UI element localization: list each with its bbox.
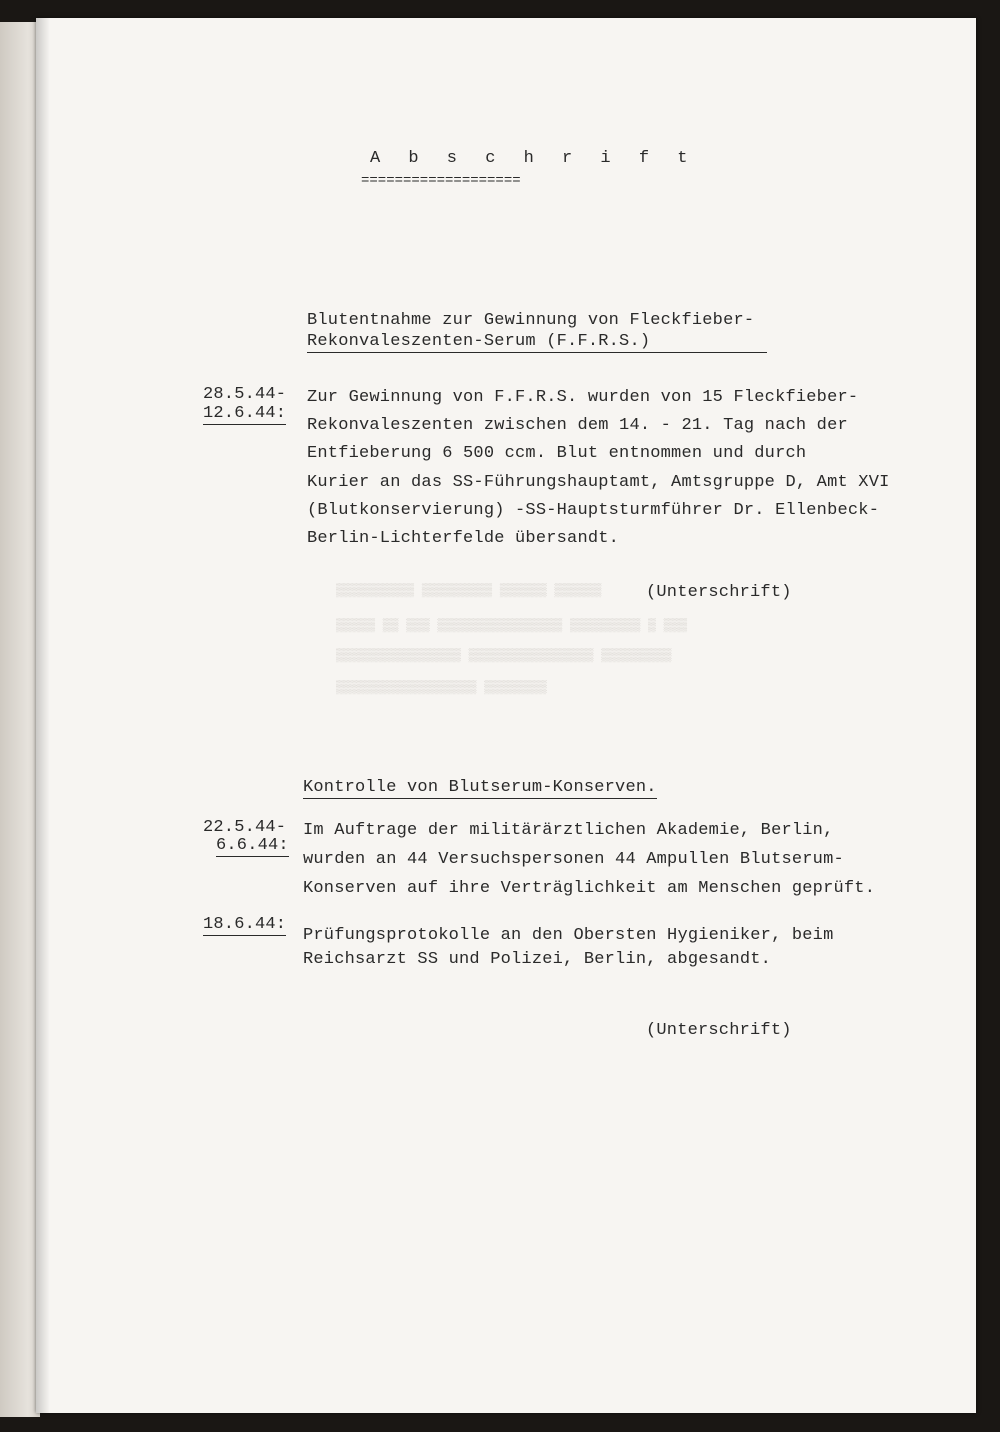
- section2-body2-line: Prüfungsprotokolle an den Obersten Hygieniker, beim: [303, 926, 834, 945]
- show-through-text: ▒▒▒▒▒▒▒▒▒▒ ▒▒▒▒▒▒▒▒▒ ▒▒▒▒▒▒ ▒▒▒▒▒▒: [336, 583, 602, 598]
- document-page: [36, 18, 976, 1413]
- section2-body2-line: Reichsarzt SS und Polizei, Berlin, abgesandt.: [303, 950, 772, 969]
- section2-signature: (Unterschrift): [646, 1021, 792, 1040]
- section1-body-line: Rekonvaleszenten zwischen dem 14. - 21. Tag nach der: [307, 416, 848, 435]
- section2-date-end: 6.6.44:: [216, 836, 289, 855]
- section2-body-line: Konserven auf ihre Verträglichkeit am Menschen geprüft.: [303, 879, 876, 898]
- show-through-text: ▒▒▒▒▒ ▒▒ ▒▒▒ ▒▒▒▒▒▒▒▒▒▒▒▒▒▒▒▒ ▒▒▒▒▒▒▒▒▒ ▒ ▒▒▒: [336, 618, 688, 633]
- document-title: A b s c h r i f t: [370, 149, 697, 168]
- facing-page-edge: [0, 22, 40, 1417]
- section1-heading-line2: [307, 332, 767, 353]
- section1-body-line: (Blutkonservierung) -SS-Hauptsturmführer Dr. Ellenbeck-: [307, 501, 880, 520]
- section1-body-line: Berlin-Lichterfelde übersandt.: [307, 529, 620, 548]
- show-through-text: ▒▒▒▒▒▒▒▒▒▒▒▒▒▒▒▒ ▒▒▒▒▒▒▒▒▒▒▒▒▒▒▒▒ ▒▒▒▒▒▒▒▒▒: [336, 648, 672, 663]
- section2-date2: 18.6.44:: [203, 915, 287, 934]
- section1-body-line: Entfieberung 6 500 ccm. Blut entnommen und durch: [307, 444, 807, 463]
- section1-heading-line2-text: Rekonvaleszenten-Serum (F.F.R.S.): [307, 332, 651, 351]
- section1-date-end: 12.6.44:: [203, 404, 287, 423]
- section2-body-line: Im Auftrage der militärärztlichen Akademie, Berlin,: [303, 821, 834, 840]
- section1-body-line: Zur Gewinnung von F.F.R.S. wurden von 15 Fleckfieber-: [307, 388, 859, 407]
- section1-body-line: Kurier an das SS-Führungshauptamt, Amtsgruppe D, Amt XVI: [307, 473, 890, 492]
- section2-heading: Kontrolle von Blutserum-Konserven.: [303, 778, 657, 797]
- section1-signature: (Unterschrift): [646, 583, 792, 602]
- section1-date-start: 28.5.44-: [203, 385, 287, 404]
- show-through-text: ▒▒▒▒▒▒▒▒▒▒▒▒▒▒▒▒▒▒ ▒▒▒▒▒▒▒▒: [336, 680, 547, 695]
- section1-heading-line1: Blutentnahme zur Gewinnung von Fleckfieber-: [307, 311, 755, 330]
- title-double-underline: ===================: [361, 173, 521, 189]
- section2-date-start: 22.5.44-: [203, 818, 287, 837]
- section2-body-line: wurden an 44 Versuchspersonen 44 Ampullen Blutserum-: [303, 850, 844, 869]
